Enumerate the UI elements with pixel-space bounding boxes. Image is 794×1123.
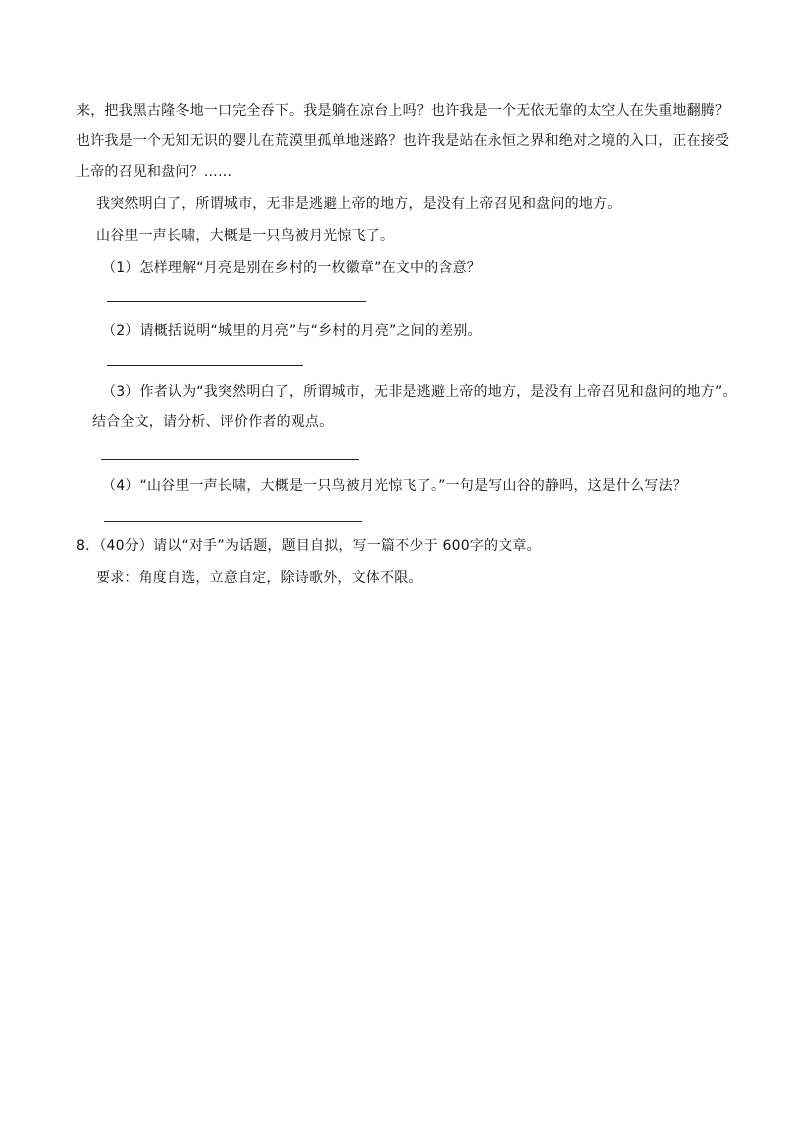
passage-paragraph-2: 我突然明白了，所谓城市，无非是逃避上帝的地方，是没有上帝召见和盘问的地方。 — [96, 196, 622, 212]
essay-requirement: 要求：角度自选，立意自定，除诗歌外，文体不限。 — [96, 570, 423, 586]
question-4: （4）“山谷里一声长啸，大概是一只鸟被月光惊飞了。”一句是写山谷的静吗，这是什么写法？ — [102, 478, 688, 494]
passage-paragraph-3: 山谷里一声长啸，大概是一只鸟被月光惊飞了。 — [96, 228, 395, 244]
passage-line-2: 也许我是一个无知无识的婴儿在荒漠里孤单地迷路？也许我是站在永恒之界和绝对之境的入口，正在接受 — [76, 133, 730, 149]
passage-line-1: 来，把我黑古隆冬地一口完全吞下。我是躺在凉台上吗？也许我是一个无依无靠的太空人在失重地翻腾？ — [76, 103, 730, 119]
question-1: （1）怎样理解“月亮是别在乡村的一枚徽章”在文中的含意？ — [102, 260, 482, 276]
question-2: （2）请概括说明“城里的月亮”与“乡村的月亮”之间的差别。 — [102, 323, 482, 339]
answer-line-4[interactable] — [104, 521, 362, 522]
answer-line-1[interactable] — [107, 301, 366, 302]
answer-line-3[interactable] — [101, 459, 359, 460]
question-3-line-1: （3）作者认为“我突然明白了，所谓城市，无非是逃避上帝的地方，是没有上帝召见和盘问的地方”。 — [102, 384, 737, 400]
question-3-line-2: 结合全文，请分析、评价作者的观点。 — [92, 414, 334, 430]
essay-question: 8．（40分）请以“对手”为话题，题目自拟，写一篇不少于 600字的文章。 — [76, 538, 541, 554]
answer-line-2[interactable] — [107, 365, 303, 366]
passage-line-3: 上帝的召见和盘问？…… — [76, 164, 233, 180]
